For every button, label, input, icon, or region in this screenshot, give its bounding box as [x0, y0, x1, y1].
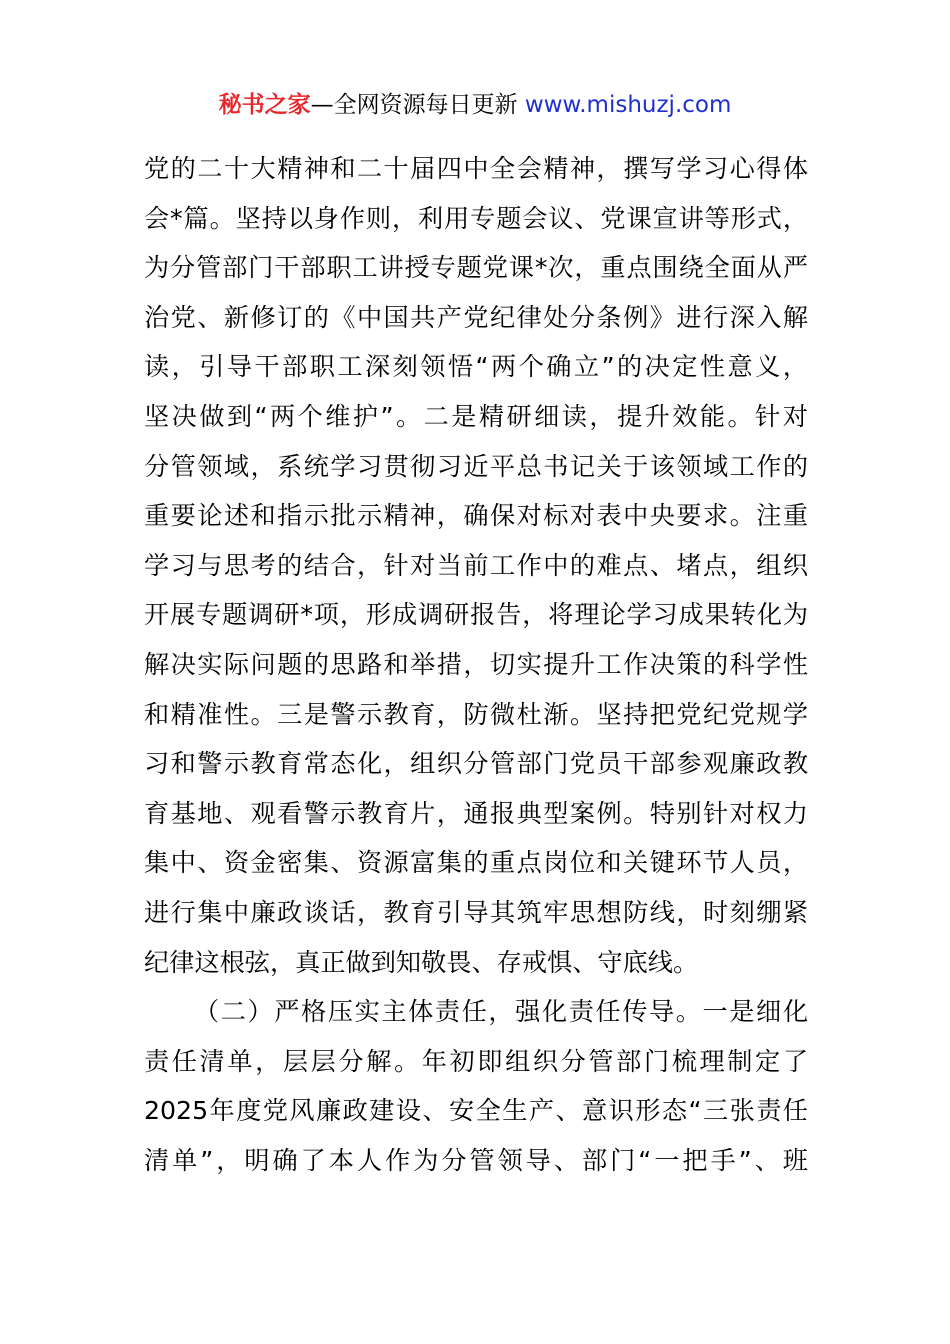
text-line: 责任清单，层层分解。年初即组织分管部门梳理制定了	[144, 1046, 808, 1076]
text-line: 会*篇。坚持以身作则，利用专题会议、党课宣讲等形式，	[144, 203, 808, 233]
text-line: 育基地、观看警示教育片，通报典型案例。特别针对权力	[144, 798, 808, 828]
text-line: 习和警示教育常态化，组织分管部门党员干部参观廉政教	[144, 749, 808, 779]
text-line: 治党、新修订的《中国共产党纪律处分条例》进行深入解	[144, 302, 808, 332]
text-line: 党的二十大精神和二十届四中全会精神，撰写学习心得体	[144, 154, 808, 183]
text-line: 分管领域，系统学习贯彻习近平总书记关于该领域工作的	[144, 451, 808, 481]
text-line: 为分管部门干部职工讲授专题党课*次，重点围绕全面从严	[144, 253, 808, 283]
site-url-link[interactable]: www.mishuzj.com	[524, 92, 732, 118]
text-line: 2025年度党风廉政建设、安全生产、意识形态“三张责任	[144, 1096, 808, 1126]
text-line: 集中、资金密集、资源富集的重点岗位和关键环节人员，	[144, 848, 808, 878]
text-line: 清单”，明确了本人作为分管领导、部门“一把手”、班	[144, 1145, 808, 1175]
text-line: 坚决做到“两个维护”。二是精研细读，提升效能。针对	[144, 401, 808, 431]
text-line: 进行集中廉政谈话，教育引导其筑牢思想防线，时刻绷紧	[144, 897, 808, 927]
document-body	[144, 144, 808, 1185]
header-separator: —	[310, 92, 334, 118]
text-line: 和精准性。三是警示教育，防微杜渐。坚持把党纪党规学	[144, 699, 808, 729]
text-line: 开展专题调研*项，形成调研报告，将理论学习成果转化为	[144, 600, 808, 630]
text-line: 解决实际问题的思路和举措，切实提升工作决策的科学性	[144, 649, 808, 679]
text-line: 学习与思考的结合，针对当前工作中的难点、堵点，组织	[144, 550, 808, 580]
site-header	[0, 88, 950, 122]
site-brand: 秘书之家	[218, 92, 311, 118]
text-line: 重要论述和指示批示精神，确保对标对表中央要求。注重	[144, 501, 808, 531]
text-line: 读，引导干部职工深刻领悟“两个确立”的决定性意义，	[144, 352, 808, 382]
header-tagline: 全网资源每日更新	[333, 92, 525, 118]
text-line: 纪律这根弦，真正做到知敬畏、存戒惧、守底线。	[144, 947, 699, 977]
section-heading-line: （二）严格压实主体责任，强化责任传导。一是细化	[194, 997, 808, 1027]
